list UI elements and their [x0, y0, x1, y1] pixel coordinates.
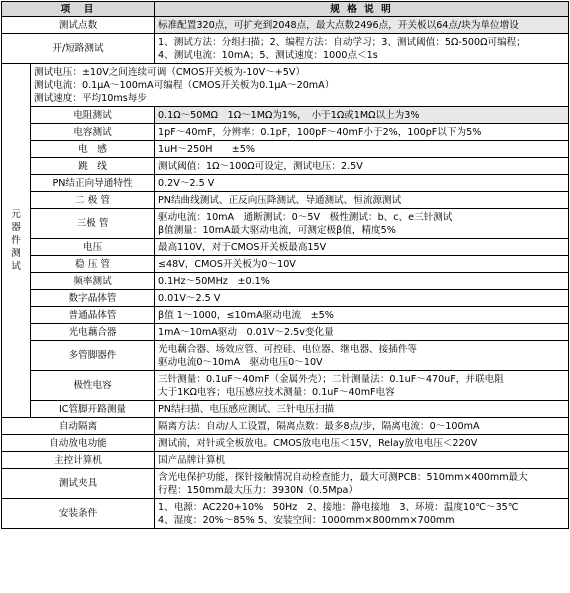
- group-label-char: 件: [11, 235, 21, 246]
- component-label-cell: 稳 压 管: [31, 256, 155, 273]
- component-group-label: [2, 64, 31, 418]
- spec-value-cell: [155, 209, 569, 239]
- spec-value-line: 行程：150mm最大压力：3930N（0.5Mpa）: [158, 484, 359, 496]
- spec-table: [1, 1, 569, 529]
- spec-value-cell: [155, 307, 569, 324]
- component-label-cell: 频率测试: [31, 273, 155, 290]
- spec-value-line: 0.01V～2.5 V: [158, 292, 221, 304]
- spec-value-line: 三针测量：0.1uF～40mF（金属外壳）；二针测量法：0.1uF～470uF，并联电阻: [158, 373, 504, 385]
- group-label-char: 器: [11, 222, 21, 233]
- spec-value-line: 0.2V～2.5 V: [158, 177, 215, 189]
- component-row: [2, 256, 569, 273]
- component-intro-cell: [31, 64, 569, 107]
- component-row: [2, 141, 569, 158]
- component-label-cell: 极性电容: [31, 371, 155, 401]
- component-row: [2, 107, 569, 124]
- component-row: [2, 175, 569, 192]
- component-label-cell: 电压: [31, 239, 155, 256]
- spec-value-cell: [155, 418, 569, 435]
- spec-value-line: 驱动电流：10mA 通断测试：0～5V 极性测试：b、c、e三针测试: [158, 211, 453, 223]
- spec-value-line: 测试前，对针或全板放电。CMOS放电电压＜15V，Relay放电电压＜220V: [158, 437, 478, 449]
- spec-value-line: 0.1Ω～50MΩ 1Ω～1MΩ为1%， 小于1Ω或1MΩ以上为3%: [158, 109, 420, 121]
- spec-value-line: PN结扫描、电压感应测试、三针电压扫描: [158, 403, 335, 415]
- spec-value-cell: [155, 452, 569, 469]
- component-row: [2, 290, 569, 307]
- spec-value-line: 标准配置320点，可扩充到2048点，最大点数2496点，开关板以64点/块为单位增设: [158, 19, 519, 31]
- table-header-row: [2, 2, 569, 17]
- spec-value-line: PN结曲线测试、正反向压降测试、导通测试、恒流源测试: [158, 194, 402, 206]
- spec-value-cell: [155, 124, 569, 141]
- spec-value-cell: [155, 401, 569, 418]
- spec-value-line: ≤48V，CMOS开关板为0～10V: [158, 258, 296, 270]
- spec-value-cell: [155, 158, 569, 175]
- component-label-cell: 电阻测试: [31, 107, 155, 124]
- component-label-cell: 三极 管: [31, 209, 155, 239]
- spec-row: [2, 469, 569, 499]
- spec-value-line: 大于1KΩ电容；电压感应技术测量：0.1uF～40mF电容: [158, 386, 395, 398]
- component-row: [2, 401, 569, 418]
- spec-value-cell: [155, 256, 569, 273]
- component-row: [2, 341, 569, 371]
- intro-line: 测试速度：平均10ms每步: [34, 92, 147, 104]
- spec-value-line: 含光电保护功能，探针接触情况自动检查能力，最大可测PCB：510mm×400mm最大: [158, 471, 528, 483]
- spec-label-cell: 自动放电功能: [2, 435, 155, 452]
- spec-label-cell: 测试夹具: [2, 469, 155, 499]
- component-intro-row: [2, 64, 569, 107]
- spec-value-cell: [155, 273, 569, 290]
- spec-table-body: [2, 2, 569, 529]
- spec-value-cell: [155, 324, 569, 341]
- spec-value-line: 4、湿度：20%～85% 5、安装空间：1000mm×800mm×700mm: [158, 514, 455, 526]
- intro-line: 测试电压：±10V之间连续可调（CMOS开关板为-10V～+5V）: [34, 66, 306, 78]
- spec-label-cell: 自动隔离: [2, 418, 155, 435]
- spec-value-line: 驱动电流0～10mA 驱动电压0～10V: [158, 356, 323, 368]
- spec-value-line: β值 1～1000，≤10mA驱动电流 ±5%: [158, 309, 334, 321]
- spec-value-line: 1、电源：AC220+10% 50Hz 2、接地：静电接地 3、环境：温度10℃～35℃: [158, 501, 519, 513]
- component-label-cell: 数字晶体管: [31, 290, 155, 307]
- spec-value-line: 4、测试电流：10mA；5、测试速度：1000点＜1s: [158, 49, 378, 61]
- spec-label-cell: 安装条件: [2, 499, 155, 529]
- component-label-cell: 光电藕合器: [31, 324, 155, 341]
- component-label-cell: 电容测试: [31, 124, 155, 141]
- spec-value-cell: [155, 141, 569, 158]
- component-row: [2, 371, 569, 401]
- spec-value-cell: [155, 17, 569, 34]
- spec-row: [2, 34, 569, 64]
- spec-value-cell: [155, 192, 569, 209]
- component-label-cell: 电 感: [31, 141, 155, 158]
- header-item-cell: 项 目: [2, 2, 155, 17]
- spec-value-line: 1、测试方法：分组扫描；2、编程方法：自动学习；3、测试阈值：5Ω-500Ω可编程；: [158, 36, 526, 48]
- spec-value-cell: [155, 175, 569, 192]
- group-label-char: 测: [11, 248, 21, 259]
- spec-value-line: 最高110V，对于CMOS开关板最高15V: [158, 241, 327, 253]
- spec-value-cell: [155, 107, 569, 124]
- spec-value-cell: [155, 435, 569, 452]
- component-label-cell: PN结正向导通特性: [31, 175, 155, 192]
- spec-value-line: 国产品牌计算机: [158, 454, 226, 466]
- component-row: [2, 239, 569, 256]
- component-label-cell: IC管脚开路测量: [31, 401, 155, 418]
- spec-value-cell: [155, 290, 569, 307]
- intro-line: 测试电流：0.1μA～100mA可编程（CMOS开关板为0.1μA～20mA）: [34, 79, 335, 91]
- spec-value-line: 光电藕合器、场效应管、可控硅、电位器、继电器、接插件等: [158, 343, 418, 355]
- spec-value-cell: [155, 341, 569, 371]
- spec-label-cell: 测试点数: [2, 17, 155, 34]
- component-label-cell: 普通晶体管: [31, 307, 155, 324]
- component-label-cell: 二 极 管: [31, 192, 155, 209]
- spec-value-cell: [155, 239, 569, 256]
- spec-value-line: 1mA～10mA驱动 0.01V～2.5v变化量: [158, 326, 334, 338]
- spec-value-line: 1pF～40mF，分辨率：0.1pF，100pF～40mF小于2%，100pF以下为5%: [158, 126, 482, 138]
- component-label-cell: 多管脚器件: [31, 341, 155, 371]
- component-row: [2, 192, 569, 209]
- spec-value-line: β值测量：10mA最大驱动电流，可测定极β值，精度5%: [158, 224, 396, 236]
- spec-value-cell: [155, 499, 569, 529]
- component-row: [2, 273, 569, 290]
- spec-row: [2, 499, 569, 529]
- spec-row: [2, 418, 569, 435]
- spec-value-cell: [155, 34, 569, 64]
- spec-row: [2, 17, 569, 34]
- spec-row: [2, 452, 569, 469]
- spec-value-cell: [155, 469, 569, 499]
- header-desc-cell: 规 格 说 明: [155, 2, 569, 17]
- spec-value-line: 测试阈值：1Ω～100Ω可设定，测试电压：2.5V: [158, 160, 363, 172]
- spec-value-line: 隔离方法：自动/人工设置，隔离点数：最多8点/步，隔离电流：0～100mA: [158, 420, 480, 432]
- component-row: [2, 307, 569, 324]
- group-label-char: 试: [11, 261, 21, 272]
- spec-label-cell: 开/短路测试: [2, 34, 155, 64]
- component-row: [2, 324, 569, 341]
- spec-label-cell: 主控计算机: [2, 452, 155, 469]
- spec-row: [2, 435, 569, 452]
- group-label-char: 元: [11, 209, 21, 220]
- component-row: [2, 124, 569, 141]
- component-label-cell: 跳 线: [31, 158, 155, 175]
- spec-value-line: 0.1Hz～50MHz ±0.1%: [158, 275, 270, 287]
- component-row: [2, 209, 569, 239]
- spec-value-line: 1uH～250H ±5%: [158, 143, 255, 155]
- component-row: [2, 158, 569, 175]
- spec-value-cell: [155, 371, 569, 401]
